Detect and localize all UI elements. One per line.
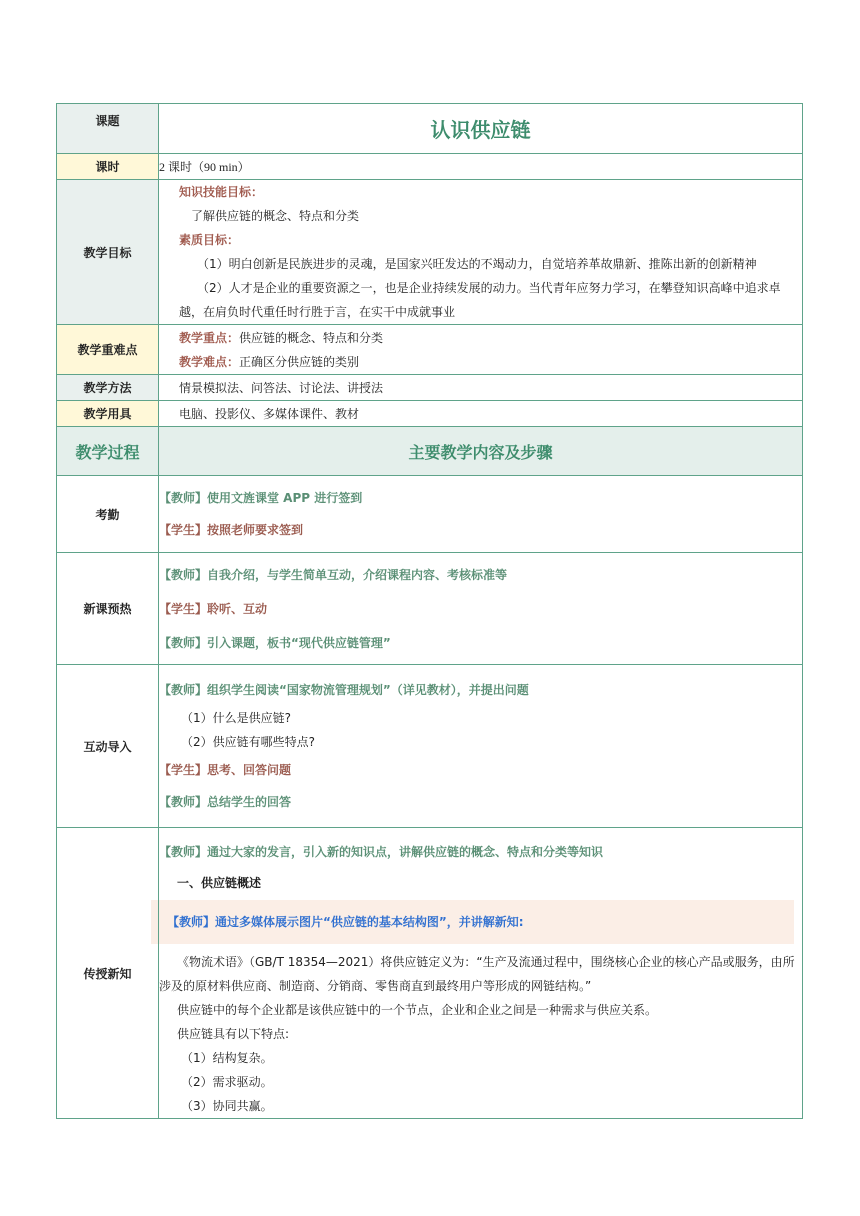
warmup-teacher-1: 【教师】自我介绍，与学生简单互动，介绍课程内容、考核标准等 — [159, 567, 508, 582]
interaction-teacher-1: 【教师】组织学生阅读“国家物流管理规划”（详见教材），并提出问题 — [159, 683, 529, 697]
interaction-question-1: （1）什么是供应链? — [181, 711, 292, 725]
warmup-student: 【学生】聆听、互动 — [159, 601, 268, 616]
quality-objective-1: （1）明白创新是民族进步的灵魂，是国家兴旺发达的不竭动力，自觉培养革故鼎新、推陈出新的创新精神 — [197, 257, 757, 271]
hours-value: 2 课时（90 min） — [159, 154, 803, 180]
methods-label: 教学方法 — [57, 375, 159, 401]
warmup-row — [57, 553, 803, 665]
quality-objective-title: 素质目标： — [179, 233, 240, 247]
key-points-content — [159, 325, 803, 375]
lesson-plan-table — [56, 103, 803, 1119]
tools-value: 电脑、投影仪、多媒体课件、教材 — [159, 401, 803, 427]
topic-label: 课题 — [57, 104, 159, 154]
knowledge-objective-title: 知识技能目标： — [179, 185, 264, 199]
difficulty-label: 教学难点： — [179, 354, 240, 369]
section-heading: 一、供应链概述 — [177, 876, 262, 890]
warmup-label: 新课预热 — [57, 553, 159, 665]
objectives-label: 教学目标 — [57, 180, 159, 325]
attendance-teacher: 【教师】使用文旌课堂 APP 进行签到 — [159, 491, 363, 505]
new-knowledge-label: 传授新知 — [57, 828, 159, 1119]
key-points-row — [57, 325, 803, 375]
lesson-title: 认识供应链 — [159, 104, 803, 154]
objectives-row — [57, 180, 803, 325]
hours-row — [57, 154, 803, 180]
node-text: 供应链中的每个企业都是该供应链中的一个节点，企业和企业之间是一种需求与供应关系。 — [177, 1003, 658, 1017]
knowledge-objective-text: 了解供应链的概念、特点和分类 — [191, 209, 360, 223]
attendance-content — [159, 476, 803, 553]
new-knowledge-row — [57, 828, 803, 1119]
warmup-content — [159, 553, 803, 665]
topic-row — [57, 104, 803, 154]
focus-label: 教学重点： — [179, 330, 240, 345]
methods-row — [57, 375, 803, 401]
attendance-row — [57, 476, 803, 553]
interaction-label: 互动导入 — [57, 665, 159, 828]
objectives-content — [159, 180, 803, 325]
features-intro: 供应链具有以下特点: — [177, 1027, 290, 1041]
feature-1: （1）结构复杂。 — [181, 1051, 273, 1065]
process-header: 主要教学内容及步骤 — [159, 427, 803, 476]
interaction-student: 【学生】思考、回答问题 — [159, 763, 292, 777]
feature-3: （3）协同共赢。 — [181, 1099, 273, 1113]
focus-text: 供应链的概念、特点和分类 — [239, 330, 384, 345]
highlight-banner: 【教师】通过多媒体展示图片“供应链的基本结构图”，并讲解新知: — [151, 900, 794, 944]
process-label: 教学过程 — [57, 427, 159, 476]
process-header-row — [57, 427, 803, 476]
warmup-teacher-2: 【教师】引入课题，板书“现代供应链管理” — [159, 635, 391, 650]
new-knowledge-teacher-1: 【教师】通过大家的发言，引入新的知识点，讲解供应链的概念、特点和分类等知识 — [159, 845, 604, 859]
definition-text: 《物流术语》（GB/T 18354—2021）将供应链定义为：“生产及流通过程中，围绕核心企业的核心产品或服务，由所涉及的原材料供应商、制造商、分销商、零售商直到最终用户等形成的网链结构。” — [159, 955, 795, 993]
interaction-row — [57, 665, 803, 828]
new-knowledge-content — [159, 828, 803, 1119]
interaction-teacher-2: 【教师】总结学生的回答 — [159, 795, 292, 809]
interaction-content — [159, 665, 803, 828]
methods-value: 情景模拟法、问答法、讨论法、讲授法 — [159, 375, 803, 401]
attendance-student: 【学生】按照老师要求签到 — [159, 523, 304, 537]
interaction-question-2: （2）供应链有哪些特点? — [181, 735, 316, 749]
tools-label: 教学用具 — [57, 401, 159, 427]
key-points-label: 教学重难点 — [57, 325, 159, 375]
tools-row — [57, 401, 803, 427]
feature-2: （2）需求驱动。 — [181, 1075, 273, 1089]
difficulty-text: 正确区分供应链的类别 — [239, 354, 360, 369]
hours-label: 课时 — [57, 154, 159, 180]
attendance-label: 考勤 — [57, 476, 159, 553]
quality-objective-2: （2）人才是企业的重要资源之一，也是企业持续发展的动力。当代青年应努力学习，在攀登知识高峰中追求卓越，在肩负时代重任时行胜于言，在实干中成就事业 — [179, 281, 781, 319]
